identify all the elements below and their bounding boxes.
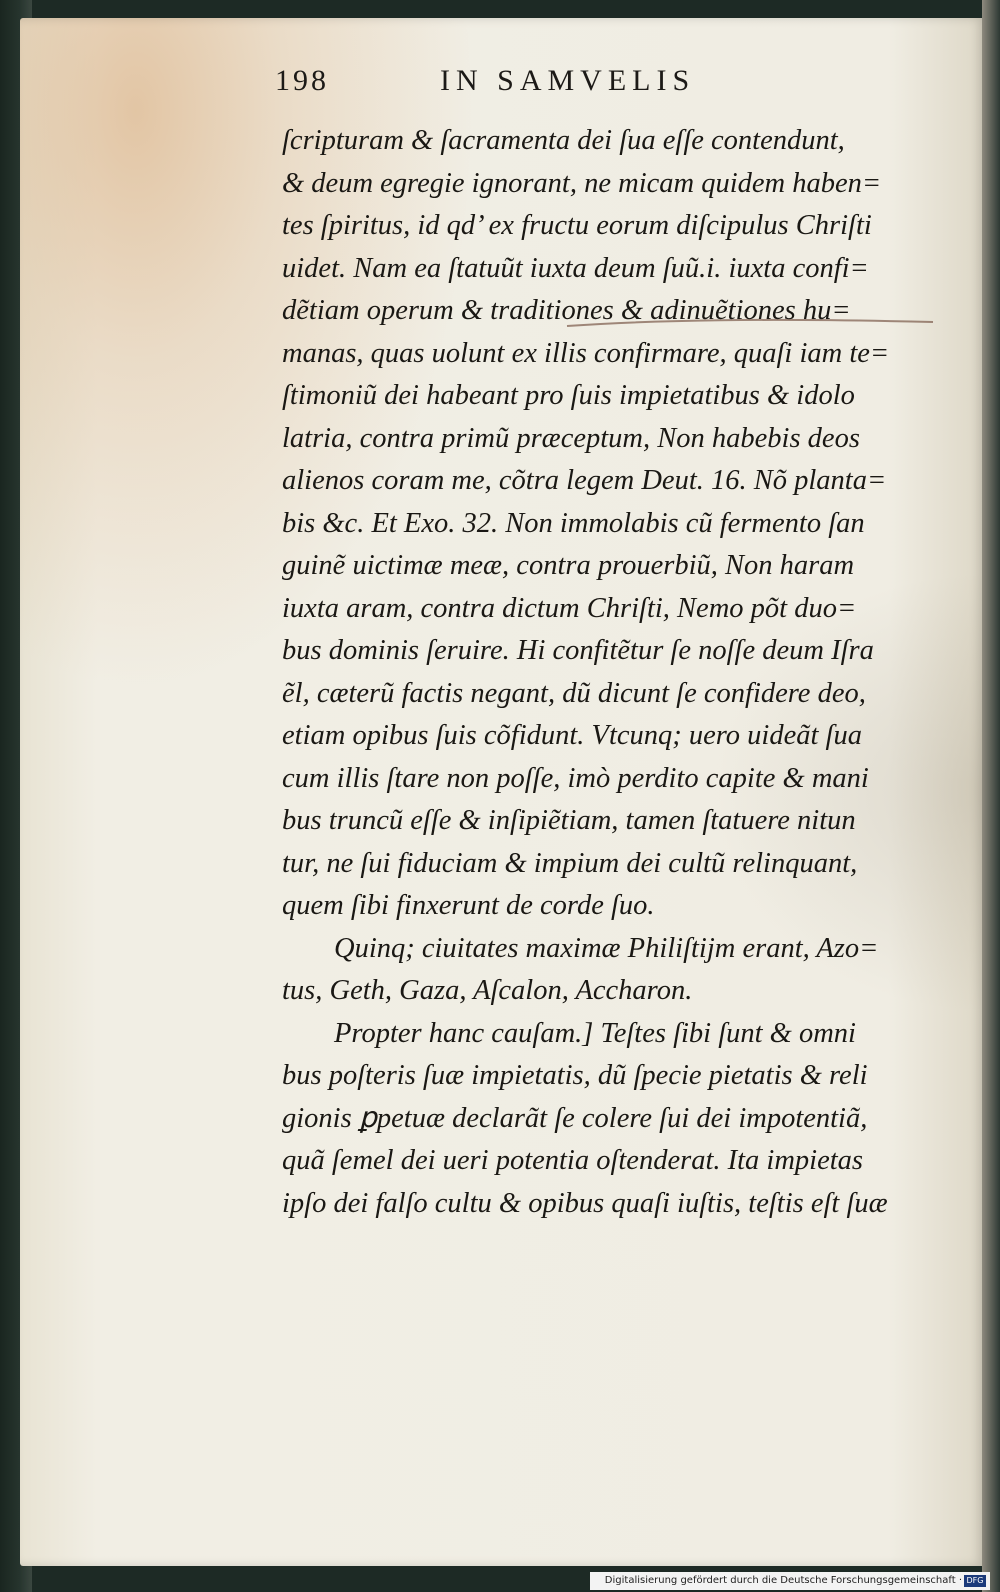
- text-line: uidet. Nam ea ſtatuũt iuxta deum ſuũ.i. iuxta confi=: [282, 252, 869, 284]
- text-line: guinẽ uictimæ meæ, contra prouerbiũ, Non haram: [282, 550, 855, 581]
- book-edge-right: [982, 0, 1000, 1592]
- body-text: [282, 120, 962, 1225]
- text-line: bis &c. Et Exo. 32. Non immolabis cũ fermento ſan: [282, 507, 865, 539]
- dfg-logo: DFG: [964, 1575, 986, 1587]
- text-line: tur, ne ſui fiduciam & impium dei cultũ relinquant,: [282, 847, 858, 879]
- text-line: & deum egregie ignorant, ne micam quidem haben=: [282, 167, 882, 199]
- text-line: tus, Geth, Gaza, Aſcalon, Accharon.: [282, 975, 693, 1006]
- text-line: manas, quas uolunt ex illis confirmare, quaſi iam te=: [282, 337, 890, 369]
- text-line: bus dominis ſeruire. Hi confitẽtur ſe noſſe deum Iſra: [282, 635, 874, 666]
- text-line: ẽl, cæterũ factis negant, dũ dicunt ſe confidere deo,: [282, 677, 866, 709]
- text-line: ſcripturam & ſacramenta dei ſua eſſe contendunt,: [282, 125, 845, 156]
- text-line: tes ſpiritus, id qd’ ex fructu eorum diſcipulus Chriſti: [282, 210, 872, 241]
- text-line: iuxta aram, contra dictum Chriſti, Nemo põt duo=: [282, 592, 857, 624]
- digitization-footer: [590, 1572, 990, 1590]
- text-line: bus truncũ eſſe & inſipiẽtiam, tamen ſtatuere nitun: [282, 805, 856, 836]
- text-line: Propter hanc cauſam.] Teſtes ſibi ſunt & omni: [334, 1017, 856, 1049]
- text-line: dẽtiam operum & traditiones & adinuẽtiones hu=: [282, 295, 851, 326]
- text-line: ipſo dei falſo cultu & opibus quaſi iuſtis, teſtis eſt ſuæ: [282, 1187, 888, 1219]
- text-line: cum illis ſtare non poſſe, imò perdito capite & mani: [282, 762, 869, 794]
- text-line: quem ſibi finxerunt de corde ſuo.: [282, 890, 655, 921]
- page-number: 198: [275, 64, 329, 97]
- text-line: latria, contra primũ præceptum, Non habebis deos: [282, 422, 860, 454]
- text-line: Quinq; ciuitates maximæ Philiſtijm erant, Azo=: [334, 932, 879, 964]
- text-line: ſtimoniũ dei habeant pro ſuis impietatibus & idolo: [282, 380, 855, 411]
- text-line: bus poſteris ſuæ impietatis, dũ ſpecie pietatis & reli: [282, 1060, 868, 1091]
- digitization-credit: Digitalisierung gefördert durch die Deutsche Forschungsgemeinschaft ·: [604, 1575, 962, 1586]
- text-line: gionis ꝑpetuæ declarãt ſe colere ſui dei impotentiã,: [282, 1102, 868, 1134]
- running-title: IN SAMVELIS: [440, 64, 696, 97]
- text-line: alienos coram me, cõtra legem Deut. 16. Nõ planta=: [282, 465, 887, 496]
- text-line: quã ſemel dei ueri potentia oſtenderat. Ita impietas: [282, 1145, 863, 1176]
- page-header: [275, 64, 755, 108]
- text-line: etiam opibus ſuis cõfidunt. Vtcunq; uero uideãt ſua: [282, 720, 862, 751]
